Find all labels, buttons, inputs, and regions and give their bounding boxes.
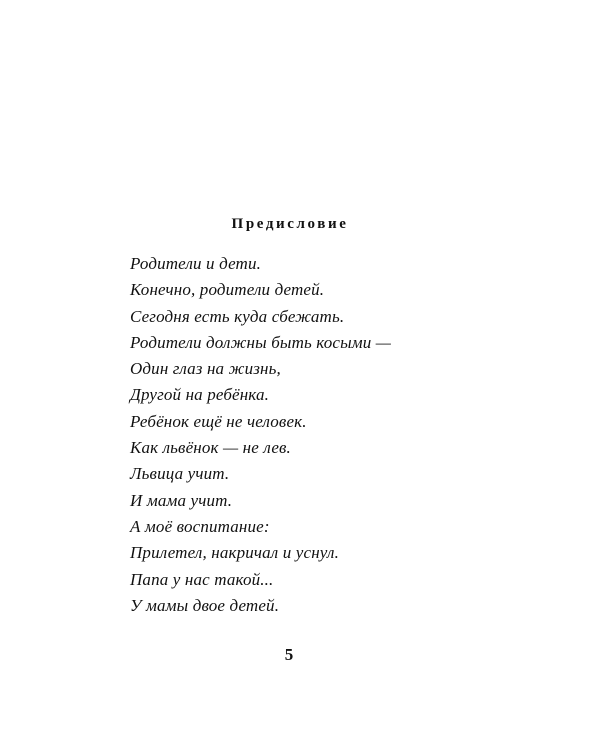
poem-line: Ребёнок ещё не человек. — [130, 411, 307, 431]
poem-line: Родители и дети. — [130, 254, 262, 273]
poem-line: А моё воспитание: — [130, 516, 270, 536]
poem-line: Как львёнок — не лев. — [130, 438, 291, 458]
poem-line: Сегодня есть куда сбежать. — [130, 306, 345, 326]
poem-line: Папа у нас такой... — [130, 569, 274, 589]
poem-line: У мамы двое детей. — [130, 595, 280, 615]
poem-line: Родители должны быть косыми — — [130, 332, 392, 352]
poem — [130, 251, 391, 619]
page-number: 5 — [284, 645, 294, 664]
section-heading: Предисловие — [231, 216, 349, 232]
poem-line: Один глаз на жизнь, — [130, 359, 281, 379]
poem-line: Львица учит. — [130, 464, 230, 484]
poem-line: И мама учит. — [130, 490, 233, 510]
poem-line: Прилетел, накричал и уснул. — [130, 543, 339, 563]
poem-line: Другой на ребёнка. — [130, 385, 270, 405]
poem-line: Конечно, родители детей. — [130, 280, 325, 300]
